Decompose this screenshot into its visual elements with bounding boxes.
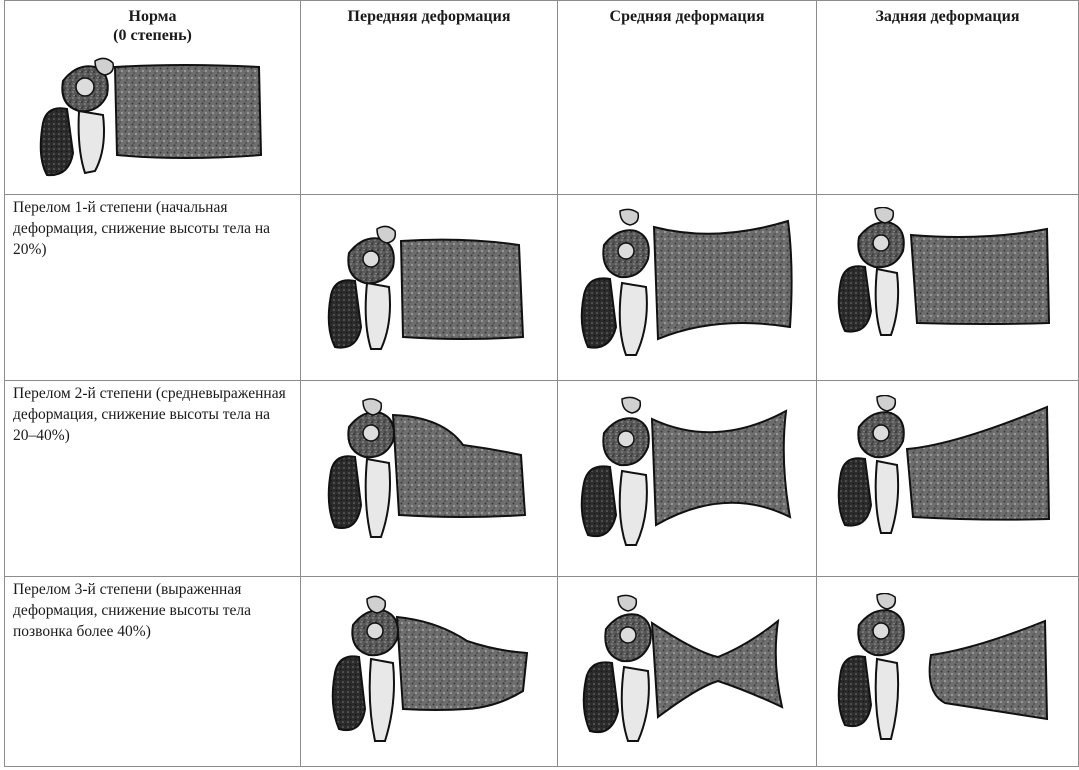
grade-3-posterior-cell	[817, 577, 1079, 767]
vertebra-anterior-wedge-icon	[327, 591, 537, 751]
grade-3-label-cell	[5, 577, 301, 767]
grade-3-row	[5, 577, 1079, 767]
column-title-anterior: Передняя деформация	[347, 8, 511, 25]
column-header-middle	[558, 1, 817, 195]
grade-2-label-cell	[5, 381, 301, 577]
vertebra-posterior-crush-icon	[835, 207, 1061, 367]
grade-1-anterior-cell	[301, 195, 558, 381]
normal-header	[5, 1, 300, 45]
vertebra-middle-biconcave-icon	[578, 593, 802, 753]
grade-3-middle-cell	[558, 577, 817, 767]
vertebra-anterior-wedge-icon	[323, 397, 533, 547]
grade-1-label-cell	[5, 195, 301, 381]
column-header-anterior	[301, 1, 558, 195]
vertebra-posterior-crush-icon	[835, 395, 1061, 557]
column-title-middle: Средняя деформация	[609, 8, 765, 25]
normal-grade: (0 степень)	[113, 27, 192, 44]
normal-title: Норма	[128, 8, 177, 25]
column-title-posterior: Задняя деформация	[875, 8, 1020, 25]
column-header-posterior	[817, 1, 1079, 195]
grade-1-middle-cell	[558, 195, 817, 381]
grade-1-row	[5, 195, 1079, 381]
grade-3-label: Перелом 3-й степени (выраженная деформация, снижение высоты тела позвонка более 40%)	[13, 581, 252, 640]
grade-1-label: Перелом 1-й степени (начальная деформация, снижение высоты тела на 20%)	[13, 199, 271, 258]
vertebra-anterior-wedge-icon	[323, 219, 533, 359]
vertebra-middle-biconcave-icon	[576, 395, 802, 557]
grade-2-middle-cell	[558, 381, 817, 577]
classification-table	[4, 0, 1079, 767]
vertebra-middle-biconcave-icon	[576, 207, 802, 367]
grade-2-anterior-cell	[301, 381, 558, 577]
grade-2-posterior-cell	[817, 381, 1079, 577]
grade-1-posterior-cell	[817, 195, 1079, 381]
header-row	[5, 1, 1079, 195]
vertebra-normal-icon	[33, 53, 265, 183]
grade-2-label: Перелом 2-й степени (средневыраженная деформация, снижение высоты тела на 20–40%)	[13, 385, 286, 444]
grade-2-row	[5, 381, 1079, 577]
grade-3-anterior-cell	[301, 577, 558, 767]
vertebra-posterior-crush-icon	[835, 593, 1061, 753]
normal-cell	[5, 1, 301, 195]
